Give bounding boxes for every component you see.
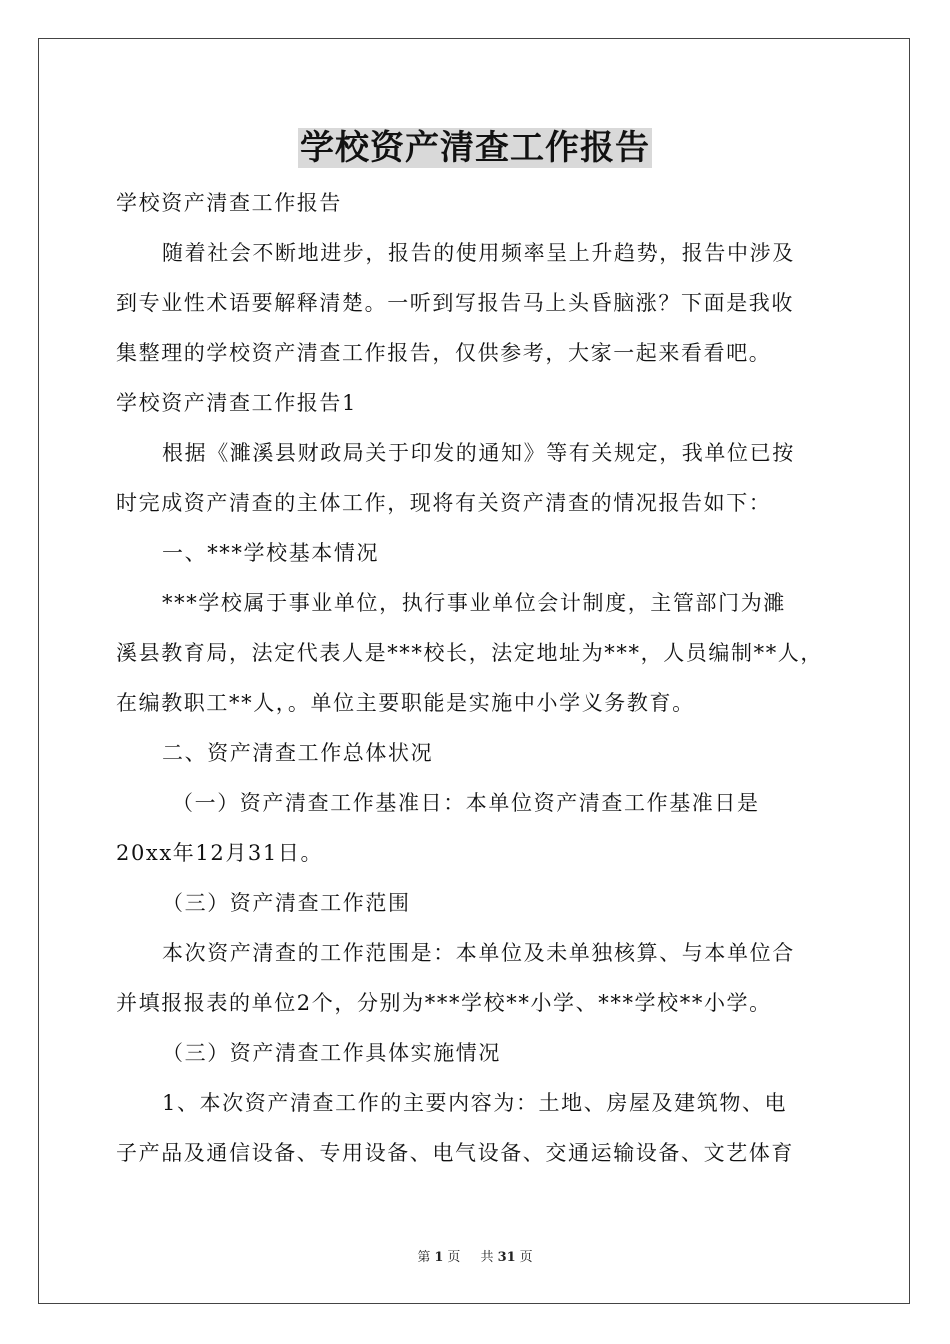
- text-line: 并填报报表的单位2个，分别为***学校**小学、***学校**小学。: [116, 991, 772, 1015]
- text-line: 1、本次资产清查工作的主要内容为：土地、房屋及建筑物、电: [162, 1091, 788, 1115]
- text-line: 在编教职工**人，。单位主要职能是实施中小学义务教育。: [116, 691, 695, 715]
- text-line: （三）资产清查工作范围: [162, 891, 411, 915]
- text-line: 一、***学校基本情况: [162, 541, 380, 565]
- text-line: 溪县教育局，法定代表人是***校长，法定地址为***，人员编制**人，: [116, 641, 823, 665]
- document-title: 学校资产清查工作报告: [300, 128, 650, 168]
- total-indicator: [477, 1250, 537, 1265]
- text-line: 学校资产清查工作报告1: [116, 391, 357, 415]
- text-line: 本次资产清查的工作范围是：本单位及未单独核算、与本单位合: [162, 941, 795, 965]
- title-wrap: [0, 128, 950, 168]
- page-indicator: [413, 1250, 464, 1265]
- text-line: 20xx年12月31日。: [116, 841, 324, 865]
- total-prefix: 共: [480, 1250, 494, 1265]
- text-line: 随着社会不断地进步，报告的使用频率呈上升趋势，报告中涉及: [162, 241, 795, 265]
- document-body: [116, 178, 840, 1178]
- text-line: 时完成资产清查的主体工作，现将有关资产清查的情况报告如下：: [116, 491, 772, 515]
- text-line: （三）资产清查工作具体实施情况: [162, 1041, 501, 1065]
- text-line: 集整理的学校资产清查工作报告，仅供参考，大家一起来看看吧。: [116, 341, 772, 365]
- page-prefix: 第: [417, 1250, 431, 1265]
- text-line: （一）资产清查工作基准日：本单位资产清查工作基准日是: [172, 791, 760, 815]
- page-number: 1: [434, 1250, 444, 1265]
- text-line: 二、资产清查工作总体状况: [162, 741, 434, 765]
- text-line: 根据《濉溪县财政局关于印发的通知》等有关规定，我单位已按: [162, 441, 795, 465]
- total-pages: 31: [497, 1250, 516, 1265]
- total-suffix: 页: [519, 1250, 533, 1265]
- text-line: ***学校属于事业单位，执行事业单位会计制度，主管部门为濉: [162, 591, 786, 615]
- page-footer: [0, 1246, 950, 1265]
- text-line: 学校资产清查工作报告: [116, 191, 342, 215]
- text-line: 到专业性术语要解释清楚。一听到写报告马上头昏脑涨？下面是我收: [116, 291, 794, 315]
- text-line: 子产品及通信设备、专用设备、电气设备、交通运输设备、文艺体育: [116, 1141, 794, 1165]
- page-suffix: 页: [447, 1250, 461, 1265]
